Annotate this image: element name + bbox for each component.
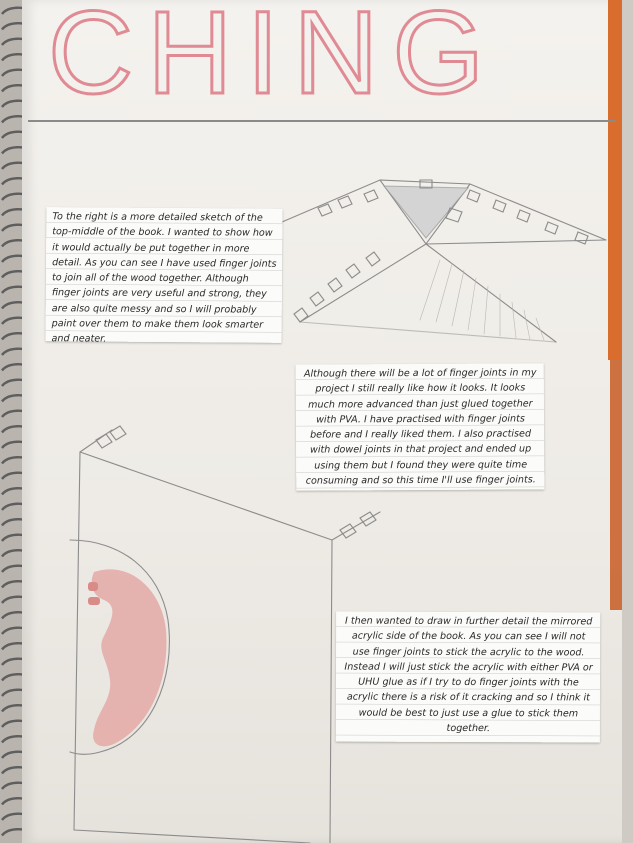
page-title: CHING <box>48 0 499 119</box>
note-mirrored-acrylic: I then wanted to draw in further detail the mirrored acrylic side of the book. As you can see I will not use finger joints to stick the acrylic to the wood. Instead I will just stick the acrylic with either PVA or UHU glue as if I try to do finger joints with the acrylic there is a risk of it cracking and so I think it would be best to just use a glue to stick them together. <box>336 612 600 743</box>
mirror-reflection-shape <box>88 569 167 746</box>
roof-finger-joint-sketch <box>282 180 606 342</box>
note-finger-joints-preference: Although there will be a lot of finger joints in my project I still really like how it looks. It looks much more advanced than just glued together with PVA. I have practised with finger joints before and I really liked them. I also practised with dowel joints in that project and ended up using them but I found they were quite time consuming and so this time I'll use finger joints. <box>296 363 545 490</box>
note-finger-joints-detail: To the right is a more detailed sketch of the top-middle of the book. I wanted to show how it would actually be put together in more detail. As you can see I have used finger joints to join all of the wood together. Although finger joints are very useful and strong, they are also quite messy and so I will probably paint over them to make them look smarter and neater. <box>46 207 283 343</box>
